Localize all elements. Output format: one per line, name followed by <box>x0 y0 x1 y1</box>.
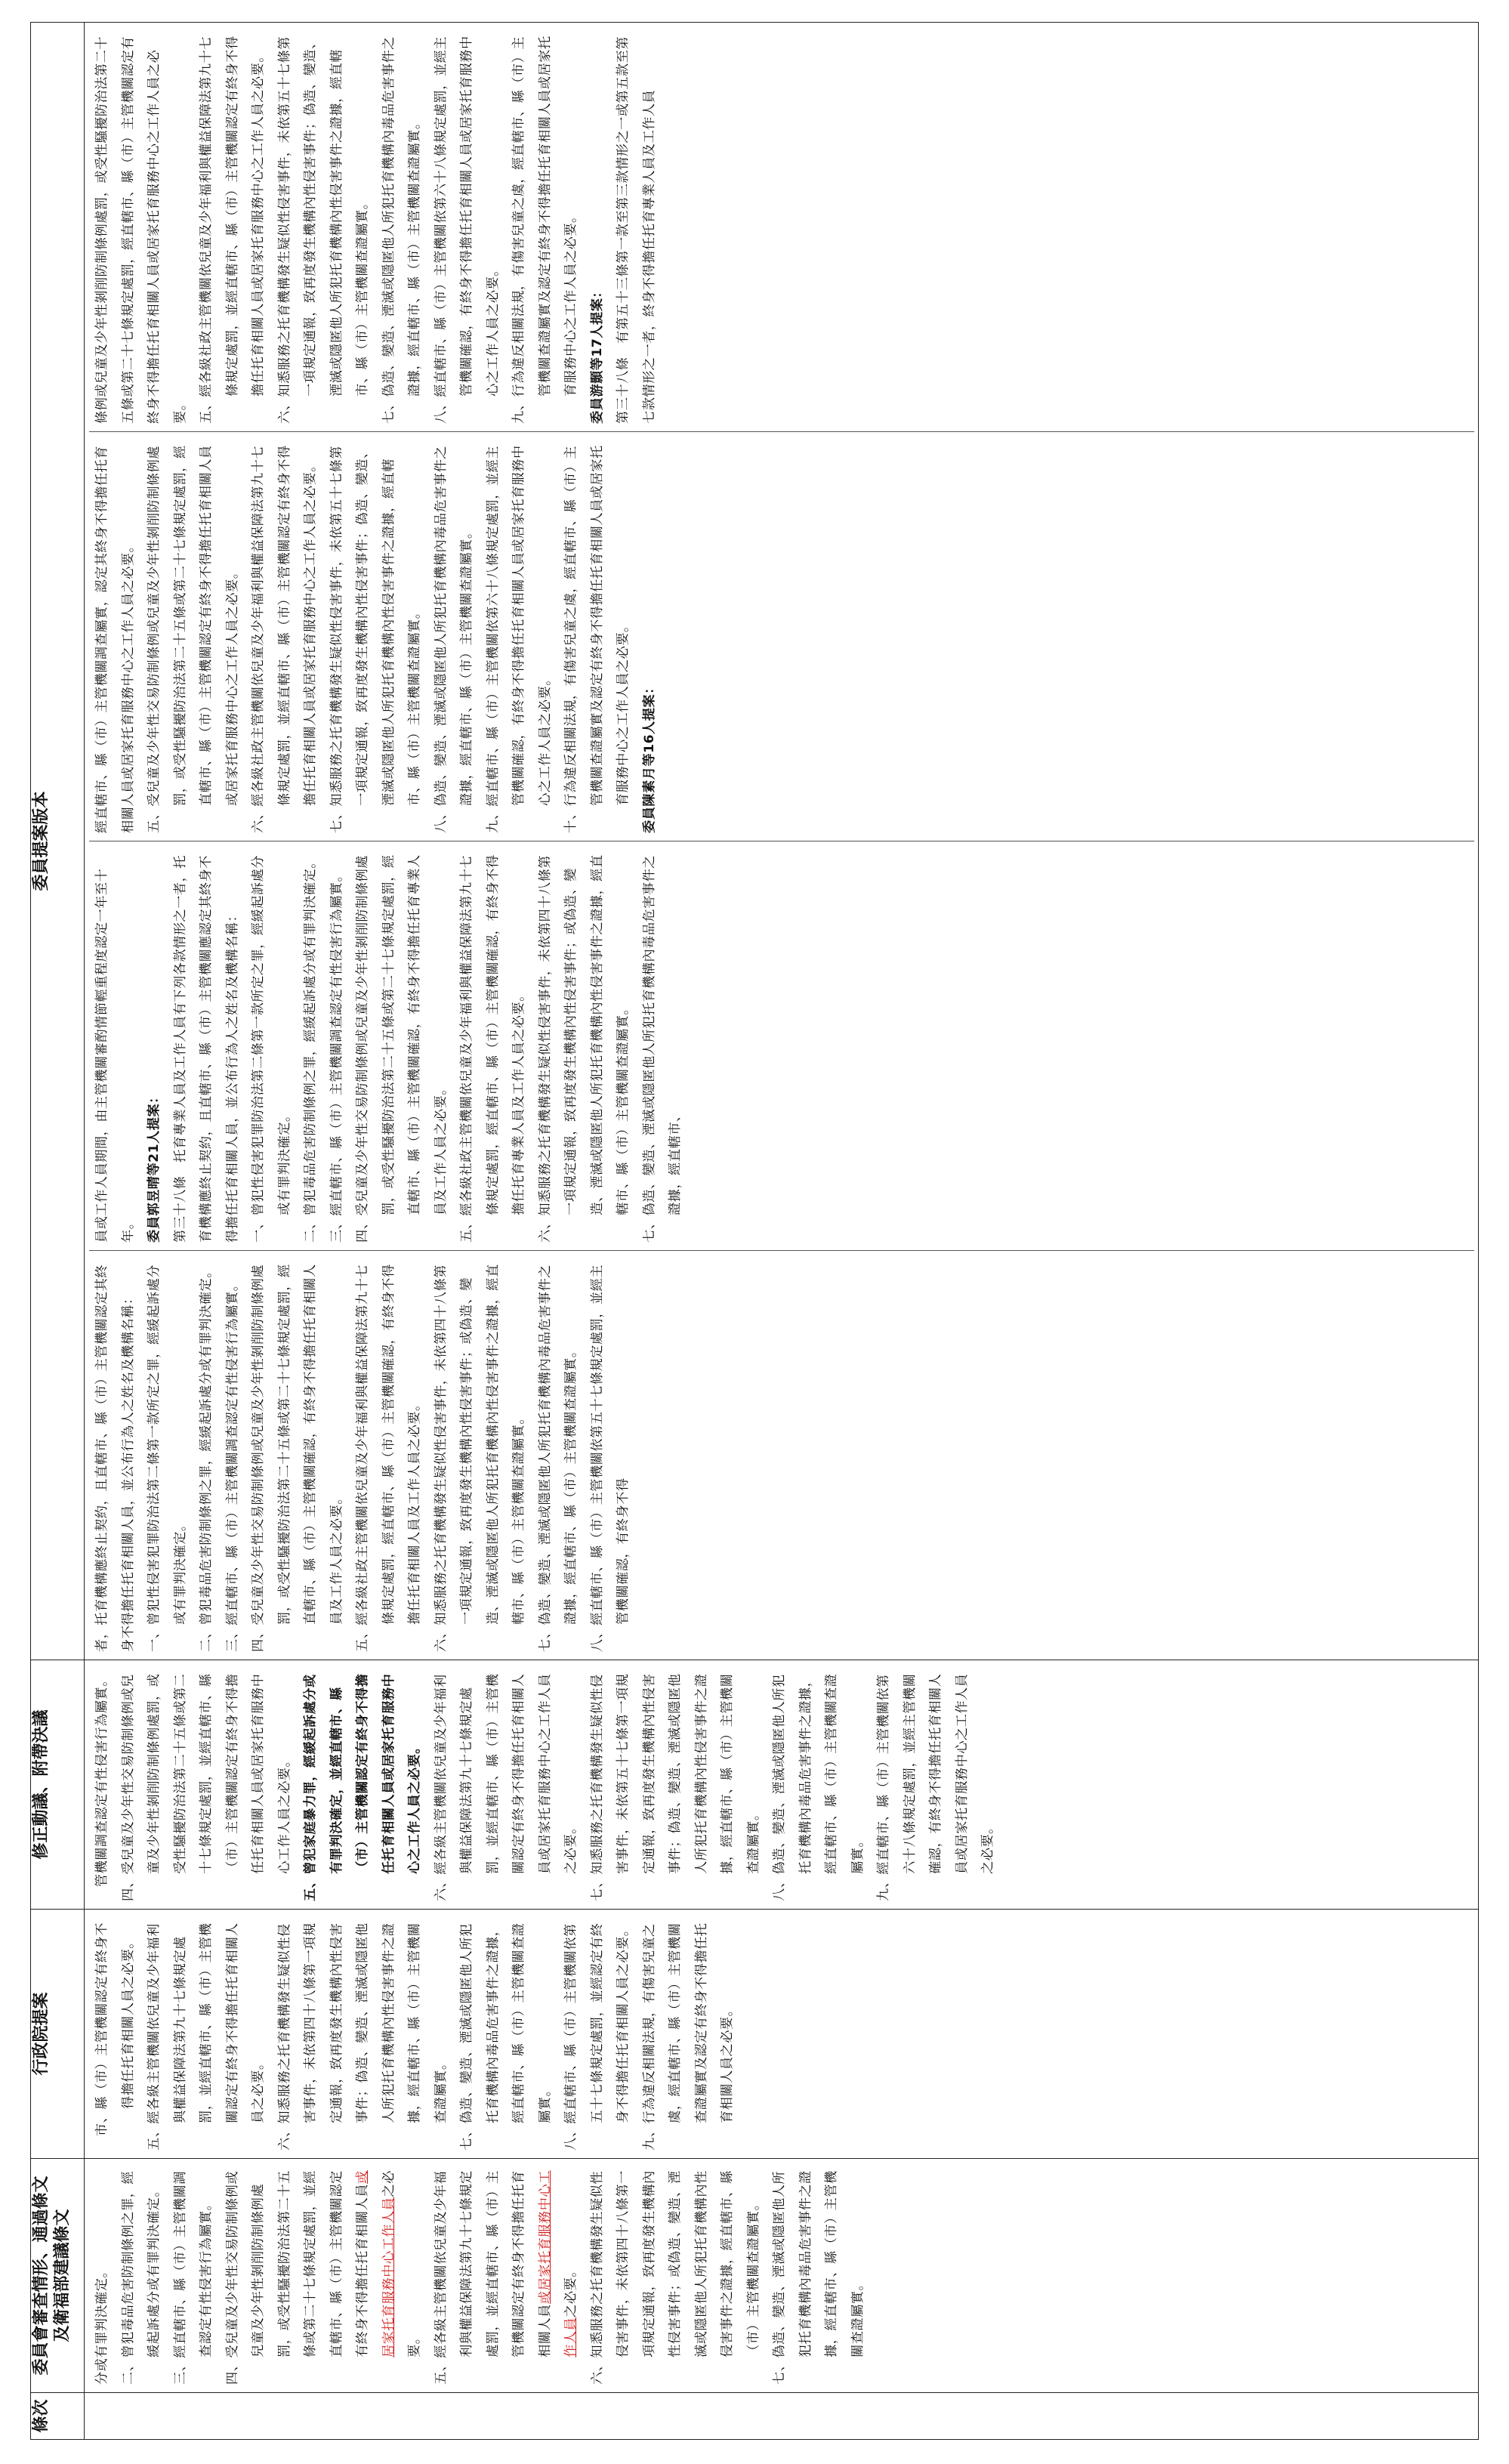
leg-c1-p0: 者，托育機構應終止契約，且直轄市、縣（市）主管機關認定其終身不得擔任托育相關人員，並公布行為人之姓名及機構名稱： <box>94 1264 136 1652</box>
leg-c4-p4: 八、經直轄市、縣（市）主管機關依第六十八條規定處罰，並經主管機關確認，有終身不得擔任托育相關人員或居家托育服務中心之工作人員之必要。 <box>433 36 501 424</box>
leg-c1-p5: 五、經各級社政主管機關依兒童及少年福利與權益保障法第九十七條規定處罰，經直轄市、縣（市）主管機關確認，有終身不得擔任托育相關人員及工作人員之必要。 <box>355 1264 422 1652</box>
amendment-p4: 四、受兒童及少年性交易防制條例或兒童及少年性剝削防制條例處罰，或受性騷擾防治法第二十五條或第二十七條規定處罰，並經直轄市、縣（市）主管機關認定有終身不得擔任托育相關人員或居家托育服務中心工作人員之必要。 <box>120 1673 292 1901</box>
amendment-p0: 管機關調查認定有性侵害行為屬實。 <box>94 1673 110 1888</box>
leg-c4-p7: 第三十八條 有第五十三條第一款至第三款情形之一或第五款至第七款情形之一者，終身不得擔任托育專業人員及工作人員 <box>616 36 657 424</box>
leg-c2-p5: 三、經直轄市、縣（市）主管機關調查認定有性侵害行為屬實。 <box>329 868 344 1243</box>
article-no-cell <box>85 2393 1479 2440</box>
leg-c1-p4: 四、受兒童及少年性交易防制條例或兒童及少年性剝削防制條例處罰，或受性騷擾防治法第二十五條或第二十七條規定處罰，經直轄市、縣（市）主管機關確認，有終身不得擔任托育相關人員及工作人員之必要。 <box>251 1264 344 1652</box>
executive-p6: 六、知悉服務之托育機構發生疑似性侵害事件，未依第四十八條第一項規定通報，致再度發生機構內性侵害事件；偽造、變造、湮滅或隱匿他人所犯托育機構內性侵害事件之證據，經直轄市、縣（市）主管機關查證屬實。 <box>276 1922 449 2151</box>
leg-c2-p2: 第三十八條 托育專業人員及工作人員有下列各款情形之一者，托育機構應終止契約，且直轄市、縣（市）主管機關應認定其終身不得擔任托育相關人員，並公布行為人之姓名及機構名稱： <box>172 855 240 1243</box>
committee-p1: 分或有罪判決確定。 <box>94 2264 110 2385</box>
leg-c3-p3: 七、知悉服務之托育機構發生疑似性侵害事件，未依第五十七條第一項規定通報，致再度發生機構內性侵害事件；偽造、變造、湮滅或隱匿他人所犯托育機構內性侵害事件之證據，經直轄市、縣（市）主管機關查證屬實。 <box>329 445 422 833</box>
executive-p8: 八、經直轄市、縣（市）主管機關依第五十七條規定處罰，並經認定有終身不得擔任托育相關人員之必要。 <box>563 1922 631 2151</box>
committee-p4-underlined: 或居家托育服務中心工作人員 <box>355 2170 397 2357</box>
header-committee-result <box>31 2159 85 2393</box>
amendment-p9: 九、經直轄市、縣（市）主管機關依第六十八條規定處罰，並經主管機關確認，有終身不得擔任托育相關人員或居家托育服務中心之工作人員之必要。 <box>876 1673 995 1901</box>
leg-c2-p3: 一、曾犯性侵害犯罪防治法第二條第一款所定之罪，經緩起訴處分或有罪判決確定。 <box>251 855 292 1243</box>
leg-c3-heading: 委員陳素月等16人提案： <box>641 681 657 833</box>
committee-p5-underlined: 或居家托育服務中心工作人員 <box>537 2170 579 2357</box>
leg-c1-p7: 七、偽造、變造、湮滅或隱匿他人所犯托育機構內毒品危害事件之證據，經直轄市、縣（市）主管機關查證屬實。 <box>537 1264 579 1652</box>
leg-c4-p5: 九、行為違反相關法規，有傷害兒童之虞，經直轄市、縣（市）主管機關查證屬實及認定有終身不得擔任托育相關人員或居家托育服務中心之工作人員之必要。 <box>511 36 579 424</box>
legislators-cell <box>85 23 1479 1660</box>
leg-c2-heading: 委員郭昱晴等21人提案： <box>147 1090 162 1243</box>
leg-c4-p1: 五、經各級社政主管機關依兒童及少年福利與權益保障法第九十七條規定處罰，並經直轄市、縣（市）主管機關認定有終身不得擔任托育相關人員或居家托育服務中心之工作人員之必要。 <box>199 36 266 424</box>
committee-p5-text: 五、經各級主管機關依兒童及少年福利與權益保障法第九十七條規定處罰，並經直轄市、縣（市）主管機關認定有終身不得擔任托育相關人員 <box>433 2170 553 2385</box>
amendment-p8: 八、偽造、變造、湮滅或隱匿他人所犯托育機構內毒品危害事件之證據，經直轄市、縣（市）主管機關查證屬實。 <box>772 1673 866 1901</box>
committee-p4 <box>220 2166 428 2385</box>
leg-c3-p2: 六、經各級社政主管機關依兒童及少年福利與權益保障法第九十七條規定處罰，並經直轄市、縣（市）主管機關認定有終身不得擔任托育相關人員或居家托育服務中心之工作人員之必要。 <box>251 445 318 833</box>
leg-c3-p4: 八、偽造、變造、湮滅或隱匿他人所犯托育機構內毒品危害事件之證據，經直轄市、縣（市）主管機關查證屬實。 <box>433 446 474 833</box>
leg-c2-p4: 二、曾犯毒品危害防制條例之罪，經緩起訴處分或有罪判決確定。 <box>303 855 318 1243</box>
document-page <box>30 23 1479 2440</box>
amendment-p5: 五、曾犯家庭暴力罪，經緩起訴處分或有罪判決確定，並經直轄市、縣（市）主管機關認定有終身不得擔任托育相關人員或居家托育服務中心之工作人員之必要。 <box>303 1673 422 1901</box>
committee-p4-text: 四、受兒童及少年性交易防制條例或兒童及少年性剝削防制條例處罰，或受性騷擾防治法第二十五條或第二十七條規定處罰，並經直轄市、縣（市）主管機關認定有終身不得擔任托育相關人員 <box>224 2170 370 2385</box>
committee-cell <box>85 2159 1479 2393</box>
leg-c3-p1: 五、受兒童及少年性交易防制條例或兒童及少年性剝削防制條例處罰，或受性騷擾防治法第二十五條或第二十七條規定處罰，經直轄市、縣（市）主管機關認定有終身不得擔任托育相關人員或居家托育服務中心之工作人員之必要。 <box>147 445 240 833</box>
leg-c2-p7: 五、經各級社政主管機關依兒童及少年福利與權益保障法第九十七條規定處罰，經直轄市、縣（市）主管機關確認，有終身不得擔任托育專業人員及工作人員之必要。 <box>459 854 526 1243</box>
leg-c2-p9: 七、偽造、變造、湮滅或隱匿他人所犯托育機構內毒品危害事件之證據，經直轄市、 <box>641 855 683 1243</box>
committee-p7: 七、偽造、變造、湮滅或隱匿他人所犯托育機構內毒品危害事件之證據，經直轄市、縣（市）主管機關查證屬實。 <box>772 2170 866 2385</box>
legislators-subcol-2 <box>89 841 1474 1251</box>
rotated-table-frame <box>30 23 1479 2440</box>
legislators-subcol-3 <box>89 432 1474 841</box>
leg-c3-p5: 九、經直轄市、縣（市）主管機關依第六十八條規定處罰，並經主管機關確認，有終身不得擔任托育相關人員或居家托育服務中心之工作人員之必要。 <box>485 445 553 833</box>
leg-c1-p3: 三、經直轄市、縣（市）主管機關調查認定有性侵害行為屬實。 <box>224 1277 240 1652</box>
committee-p4-end: 之必要。 <box>381 2170 422 2357</box>
executive-p9: 九、行為違反相關法規，有傷害兒童之虞，經直轄市、縣（市）主管機關查證屬實及認定有終身不得擔任托育相關人員之必要。 <box>641 1922 735 2151</box>
header-row <box>31 23 85 2440</box>
executive-cell <box>85 1910 1479 2159</box>
comparison-table <box>30 22 1479 2440</box>
header-committee-line2: 及衛福部建議條文 <box>52 2209 72 2342</box>
committee-p6: 六、知悉服務之托育機構發生疑似性侵害事件，未依第四十八條第一項規定通報，致再度發生機構內性侵害事件；或偽造、變造、湮滅或隱匿他人所犯托育機構內性侵害事件之證據，經直轄市、縣（市）主管機關查證屬實。 <box>589 2170 761 2385</box>
leg-c4-p0: 條例或兒童及少年性剝削防制條例處罰，或受性騷擾防治法第二十五條或第二十七條規定處罰，經直轄市、縣（市）主管機關認定有終身不得擔任托育相關人員或居家托育服務中心之工作人員之必要。 <box>94 36 188 424</box>
leg-c4-p3: 七、偽造、變造、湮滅或隱匿他人所犯托育機構內毒品危害事件之證據，經直轄市、縣（市）主管機關查證屬實。 <box>381 36 422 424</box>
leg-c1-p6: 六、知悉服務之托育機構發生疑似性侵害事件，未依第四十八條第一項規定通報，致再度發生機構內性侵害事件；或偽造、變造、湮滅或隱匿他人所犯托育機構內性侵害事件之證據，經直轄市、縣（市）主管機關查證屬實。 <box>433 1264 526 1652</box>
leg-c3-p0: 經直轄市、縣（市）主管機關調查屬實，認定其終身不得擔任托育相關人員或居家托育服務中心之工作人員之必要。 <box>94 446 136 833</box>
committee-p3: 三、經直轄市、縣（市）主管機關調查認定有性侵害行為屬實。 <box>172 2170 214 2385</box>
leg-c1-p8: 八、經直轄市、縣（市）主管機關依第五十七條規定處罰，並經主管機關確認，有終身不得 <box>589 1264 631 1652</box>
leg-c2-p0: 員或工作人員期間，由主管機關審酌情節輕重程度認定一年至十年。 <box>94 868 136 1243</box>
leg-c4-p2: 六、知悉服務之托育機構發生疑似性侵害事件，未依第五十七條第一項規定通報，致再度發生機構內性侵害事件；偽造、變造、湮滅或隱匿他人所犯托育機構內性侵害事件之證據，經直轄市、縣（市）主管機關查證屬實。 <box>276 36 370 424</box>
executive-p5: 五、經各級主管機關依兒童及少年福利與權益保障法第九十七條規定處罰，並經直轄市、縣（市）主管機關認定有終身不得擔任托育相關人員之必要。 <box>147 1922 266 2151</box>
leg-c3-p6: 十、行為違反相關法規，有傷害兒童之虞，經直轄市、縣（市）主管機關查證屬實及認定有終身不得擔任托育相關人員或居家托育服務中心之工作人員之必要。 <box>563 445 631 833</box>
header-committee-line1: 委員會審查情形、通過條文 <box>32 2175 51 2376</box>
amendment-p6: 六、經各級主管機關依兒童及少年福利與權益保障法第九十七條規定處罰，並經直轄市、縣（市）主管機關認定有終身不得擔任托育相關人員或居家托育服務中心之工作人員之必要。 <box>433 1673 579 1901</box>
committee-p2: 二、曾犯毒品危害防制條例之罪，經緩起訴處分或有罪判決確定。 <box>120 2170 162 2385</box>
header-legislators: 委員提案版本 <box>31 23 85 1660</box>
leg-c1-p2: 二、曾犯毒品危害防制條例之罪，經緩起訴處分或有罪判決確定。 <box>199 1264 214 1652</box>
legislators-subcol-4 <box>89 30 1474 432</box>
amendment-cell <box>85 1660 1479 1910</box>
header-executive: 行政院提案 <box>31 1910 85 2159</box>
legislators-subcol-1 <box>89 1251 1474 1652</box>
amendment-p7: 七、知悉服務之托育機構發生疑似性侵害事件，未依第五十七條第一項規定通報，致再度發生機構內性侵害事件；偽造、變造、湮滅或隱匿他人所犯托育機構內性侵害事件之證據，經直轄市、縣（市）主管機關查證屬實。 <box>589 1673 761 1901</box>
committee-p5 <box>428 2166 585 2385</box>
leg-c1-p1: 一、曾犯性侵害犯罪防治法第二條第一款所定之罪，經緩起訴處分或有罪判決確定。 <box>147 1264 188 1652</box>
content-row <box>85 23 1479 2440</box>
executive-p7: 七、偽造、變造、湮滅或隱匿他人所犯托育機構內毒品危害事件之證據，經直轄市、縣（市）主管機關查證屬實。 <box>459 1922 553 2151</box>
header-amendment: 修正動議、附帶決議 <box>31 1660 85 1910</box>
executive-p0: 市、縣（市）主管機關認定有終身不得擔任托育相關人員之必要。 <box>94 1922 136 2137</box>
leg-c4-heading: 委員游顥等17人提案： <box>589 284 605 424</box>
committee-p5-end: 之必要。 <box>563 2264 579 2317</box>
header-article-no: 條次 <box>31 2393 85 2440</box>
leg-c2-p8: 六、知悉服務之托育機構發生疑似性侵害事件，未依第四十八條第一項規定通報，致再度發生機構內性侵害事件；或偽造、變造、湮滅或隱匿他人所犯托育機構內性侵害事件之證據，經直轄市、縣（市）主管機關查證屬實。 <box>537 854 631 1243</box>
leg-c2-p6: 四、受兒童及少年性交易防制條例或兒童及少年性剝削防制條例處罰，或受性騷擾防治法第二十五條或第二十七條規定處罰，經直轄市、縣（市）主管機關確認，有終身不得擔任托育專業人員及工作人員之必要。 <box>355 854 449 1243</box>
